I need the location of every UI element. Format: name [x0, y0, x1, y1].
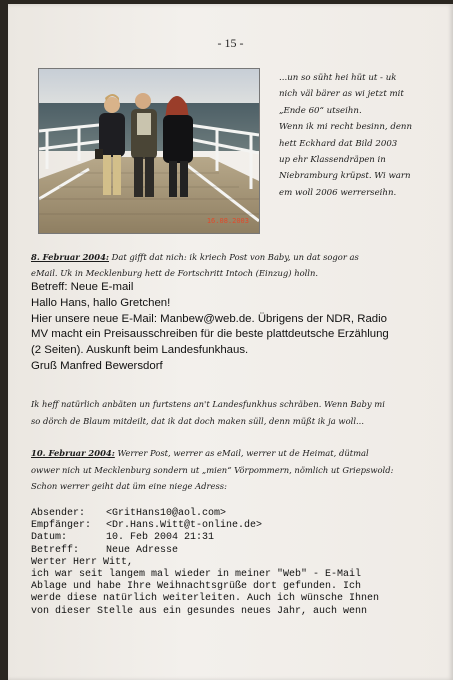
caption-line: hett Eckhard dat Bild 2003	[279, 138, 398, 149]
entry-date: 8. Februar 2004:	[31, 252, 109, 262]
header-value: <GritHans10@aol.com>	[106, 508, 227, 519]
email-line: Gruß Manfred Bewersdorf	[31, 359, 163, 372]
document-page	[8, 4, 453, 680]
header-value: <Dr.Hans.Witt@t-online.de>	[106, 520, 263, 532]
entry-date: 10. Februar 2004:	[31, 448, 115, 458]
caption-line: up ehr Klassendräpen in	[279, 155, 386, 166]
header-key: Betreff:	[31, 544, 80, 556]
email-neue-email	[31, 280, 441, 375]
caption-line: nich väl bärer as wi jetzt mit	[279, 89, 404, 100]
header-key: Absender:	[31, 508, 86, 519]
email-line: MV macht ein Preisausschreiben für die beste plattdeutsche Erzählung	[31, 328, 389, 341]
photo-caption	[279, 70, 439, 201]
header-key: Datum:	[31, 532, 68, 544]
email-body-line: von dieser Stelle aus ein gesundes neues Jahr, auch wenn	[31, 605, 368, 617]
caption-line: Wenn ik mi recht besinn, denn	[279, 122, 412, 133]
email-line: (2 Seiten). Auskunft beim Landesfunkhaus.	[31, 344, 249, 357]
entry-10-februar	[31, 445, 441, 495]
entry-text: Dat gifft dat nich: ik kriech Post von Baby, un dat sogor as	[109, 252, 359, 262]
page-number: - 15 -	[217, 36, 244, 50]
email-body-line: Ablage und habe Ihre Weihnachtsgrüße dort gefunden. Ich	[31, 581, 362, 593]
email-line: Hier unsere neue E-Mail: Manbew@web.de. Übrigens der NDR, Radio	[31, 312, 387, 325]
comment-line: Ik heff natürlich anbäten un furtstens an't Landesfunkhus schräben. Wenn Baby mi	[31, 399, 385, 409]
header-value: Neue Adresse	[106, 544, 179, 556]
entry-text: Werrer Post, werrer as eMail, werrer ut de Heimat, dütmal	[114, 448, 369, 458]
email-body-line: ich war seit langem mal wieder in meiner "Web" - E-Mail	[31, 569, 362, 581]
email-body-line: werde diese natürlich weiterleiten. Auch ich wünsche Ihnen	[31, 593, 380, 605]
email-neue-adresse	[31, 508, 441, 618]
photo-three-people-on-pier	[38, 68, 260, 234]
entry-text: eMail. Uk in Mecklenburg hett de Fortschritt Intoch (Einzug) holln.	[31, 268, 319, 278]
caption-line: em woll 2006 werrerseihn.	[279, 187, 397, 198]
email-line: Hallo Hans, hallo Gretchen!	[31, 296, 171, 309]
entry-text: owwer nich ut Mecklenburg sondern ut „mien“ Vörpommern, nömlich ut Griepswold:	[31, 464, 394, 475]
entry-text: Schon werrer geiht dat üm eine niege Adress:	[31, 481, 227, 491]
entry-8-februar	[31, 249, 441, 281]
caption-line: Niebramburg krüpst. Wi warn	[279, 171, 411, 182]
header-key: Empfänger:	[31, 520, 92, 532]
email-body-line: Werter Herr Witt,	[31, 556, 134, 568]
comment-line: so dörch de Blaum mitdeilt, dat ik dat doch maken süll, denn müßt ik ja woll...	[31, 416, 364, 426]
caption-line: ...un so süht hei hüt ut - uk	[279, 73, 397, 83]
caption-line: „Ende 60“ utseihn.	[279, 105, 362, 116]
photo-date-stamp: 16.08.2003	[206, 217, 249, 225]
header-value: 10. Feb 2004 21:31	[106, 532, 215, 544]
email-line: Betreff: Neue E-mail	[31, 281, 134, 293]
comment-paragraph	[31, 396, 441, 430]
